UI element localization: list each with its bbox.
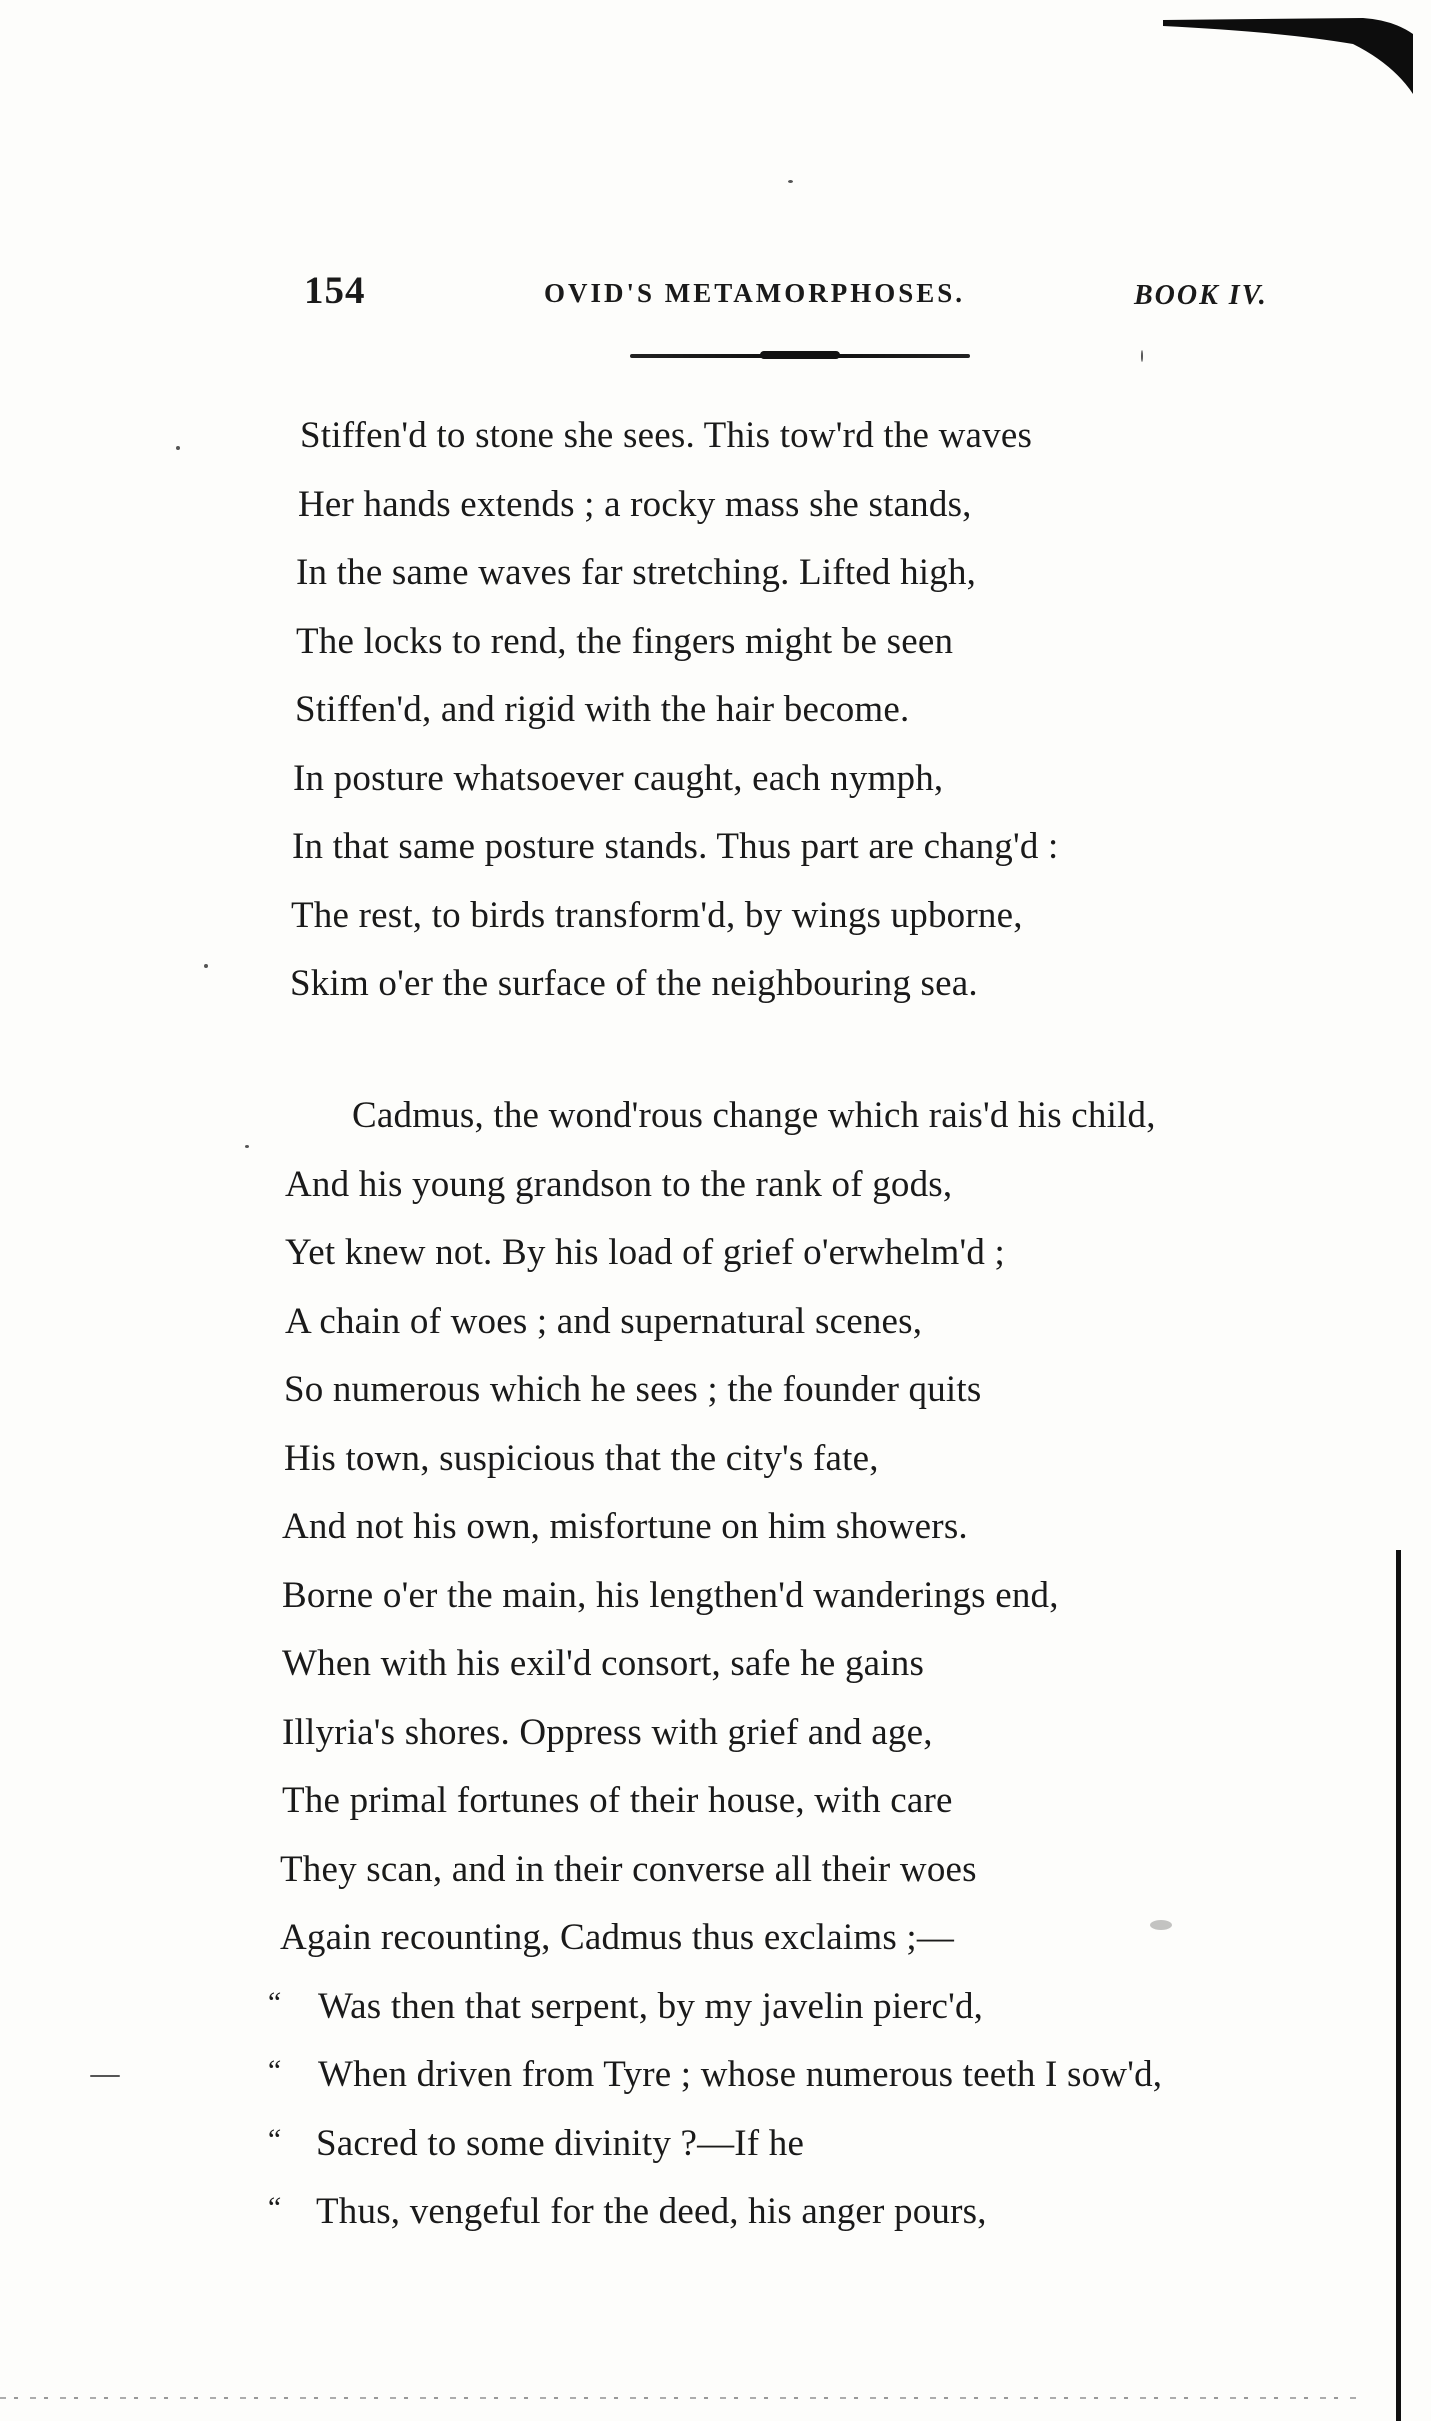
verse-text: Skim o'er the surface of the neighbouring sea. bbox=[290, 963, 978, 1004]
verse-line bbox=[0, 608, 1431, 677]
verse-text: Cadmus, the wond'rous change which rais'd his child, bbox=[352, 1095, 1156, 1136]
verse-line bbox=[0, 402, 1431, 471]
verse-text: Sacred to some divinity ?—If he bbox=[316, 2122, 805, 2164]
verse-line bbox=[0, 745, 1431, 814]
scan-speck bbox=[90, 2075, 120, 2077]
scan-speck bbox=[1150, 1920, 1172, 1930]
verse-line bbox=[0, 813, 1431, 882]
verse-line bbox=[0, 1082, 1431, 1151]
verse-text: The primal fortunes of their house, with care bbox=[282, 1780, 953, 1821]
scan-artifact-bottom bbox=[0, 2397, 1360, 2399]
verse-line bbox=[0, 1425, 1431, 1494]
page-number: 154 bbox=[304, 269, 366, 312]
verse-line bbox=[0, 1356, 1431, 1425]
verse-line bbox=[0, 882, 1431, 951]
verse-line bbox=[0, 1562, 1431, 1631]
verse-text: Borne o'er the main, his lengthen'd wanderings end, bbox=[282, 1574, 1059, 1616]
verse-line bbox=[0, 1288, 1431, 1357]
verse-line bbox=[0, 676, 1431, 745]
verse-text: Again recounting, Cadmus thus exclaims ;— bbox=[280, 1917, 955, 1958]
scan-speck bbox=[245, 1145, 249, 1148]
verse-line bbox=[0, 1630, 1431, 1699]
scan-speck bbox=[788, 180, 793, 183]
verse-text: And his young grandson to the rank of gods, bbox=[285, 1163, 953, 1205]
verse-text: In that same posture stands. Thus part are chang'd : bbox=[292, 826, 1059, 867]
verse-text: Yet knew not. By his load of grief o'erwhelm'd ; bbox=[285, 1232, 1006, 1273]
verse-line bbox=[0, 1973, 1431, 2042]
header-rule-ornament bbox=[760, 351, 840, 359]
verse-text: When driven from Tyre ; whose numerous teeth I sow'd, bbox=[318, 2054, 1163, 2095]
stanza-2 bbox=[0, 1082, 1431, 2247]
verse-text: Was then that serpent, by my javelin pierc'd, bbox=[318, 1985, 984, 2027]
verse-line bbox=[0, 1767, 1431, 1836]
verse-text: Stiffen'd, and rigid with the hair become. bbox=[295, 689, 910, 730]
scan-speck bbox=[204, 964, 208, 968]
verse-line bbox=[0, 2110, 1431, 2179]
verse-text: Illyria's shores. Oppress with grief and age, bbox=[282, 1711, 933, 1753]
scan-speck bbox=[1141, 350, 1143, 362]
verse-text: In posture whatsoever caught, each nymph, bbox=[293, 757, 944, 799]
verse-text: In the same waves far stretching. Lifted high, bbox=[296, 552, 977, 593]
verse-line bbox=[0, 1493, 1431, 1562]
verse-line bbox=[0, 1836, 1431, 1905]
opening-quote-mark: “ bbox=[265, 1985, 282, 2019]
verse-text: When with his exil'd consort, safe he gains bbox=[282, 1643, 925, 1684]
opening-quote-mark: “ bbox=[265, 2122, 282, 2156]
verse-text: Stiffen'd to stone she sees. This tow'rd the waves bbox=[300, 415, 1033, 456]
verse-text: The rest, to birds transform'd, by wings upborne, bbox=[291, 894, 1023, 936]
verse-text: A chain of woes ; and supernatural scenes, bbox=[285, 1300, 923, 1342]
verse-line bbox=[0, 1151, 1431, 1220]
verse-line bbox=[0, 1219, 1431, 1288]
page-edge-shadow bbox=[1396, 1550, 1401, 2421]
verse-line bbox=[0, 1904, 1431, 1973]
verse-line bbox=[0, 2041, 1431, 2110]
verse-text: The locks to rend, the fingers might be seen bbox=[296, 620, 954, 662]
opening-quote-mark: “ bbox=[265, 2191, 282, 2224]
stanza-1 bbox=[0, 402, 1431, 1019]
verse-line bbox=[0, 539, 1431, 608]
verse-line bbox=[0, 471, 1431, 540]
book-label: BOOK IV. bbox=[1134, 280, 1268, 311]
verse-text: Thus, vengeful for the deed, his anger pours, bbox=[316, 2191, 987, 2232]
opening-quote-mark: “ bbox=[265, 2054, 282, 2087]
verse-text: And not his own, misfortune on him showers. bbox=[282, 1506, 968, 1547]
verse-line bbox=[0, 1699, 1431, 1768]
verse-text: His town, suspicious that the city's fate, bbox=[284, 1437, 879, 1479]
running-title: OVID'S METAMORPHOSES. bbox=[544, 278, 966, 308]
verse-text: So numerous which he sees ; the founder quits bbox=[284, 1369, 982, 1410]
verse-text: Her hands extends ; a rocky mass she stands, bbox=[298, 483, 972, 525]
verse-line bbox=[0, 950, 1431, 1019]
scan-speck bbox=[176, 446, 180, 450]
running-head bbox=[300, 268, 1298, 318]
verse-line bbox=[0, 2178, 1431, 2247]
page-corner-shadow bbox=[1163, 14, 1413, 94]
verse-text: They scan, and in their converse all their woes bbox=[280, 1848, 977, 1890]
